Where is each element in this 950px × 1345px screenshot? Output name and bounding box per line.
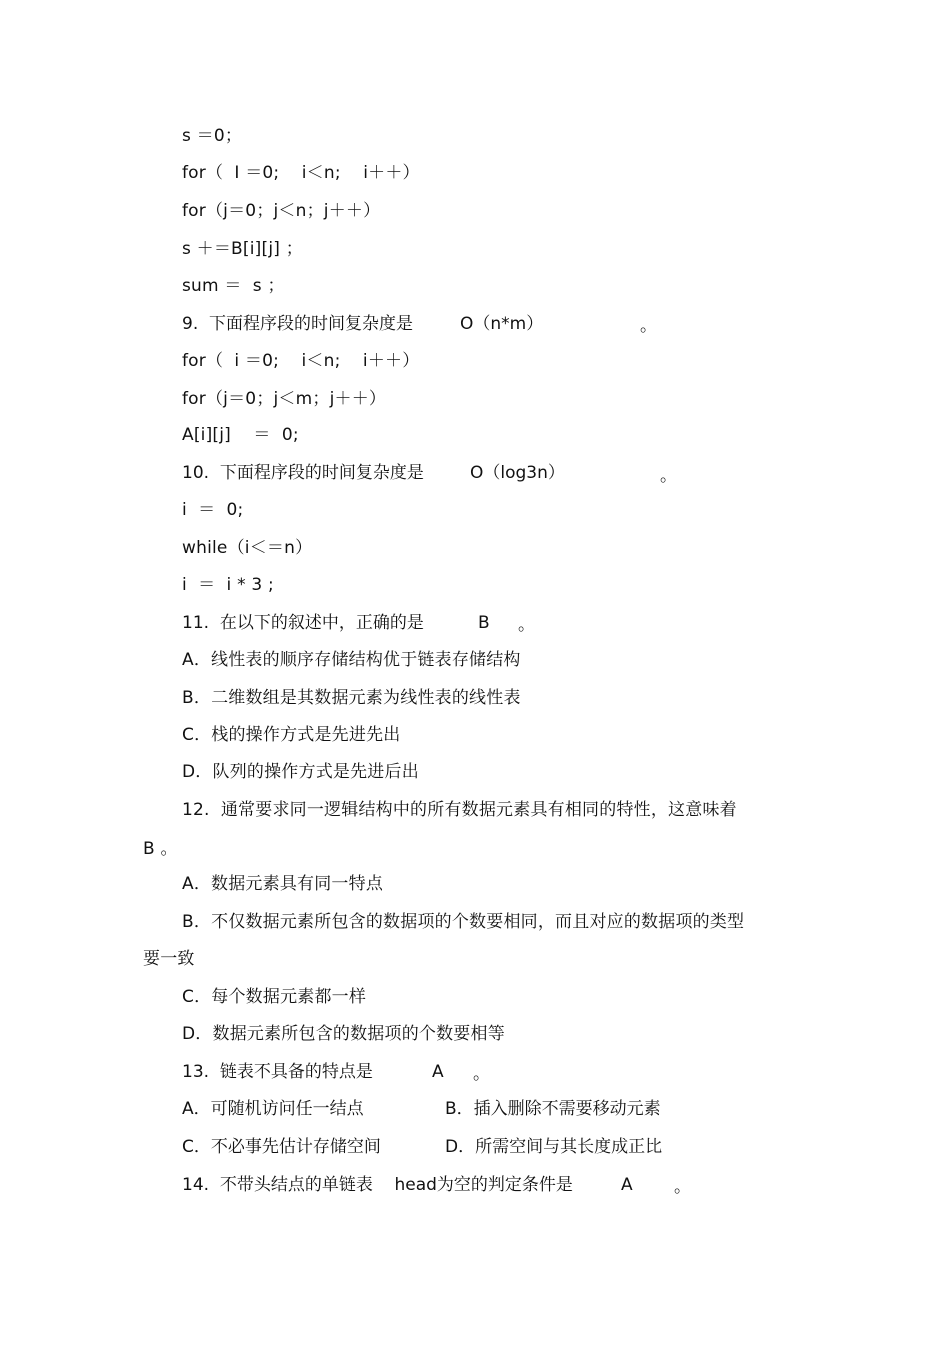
question-14-end: 。 [674,1177,691,1197]
option-d: D．所需空间与其长度成正比 [445,1137,663,1157]
question-13-text: 13. 链表不具备的特点是 [182,1062,373,1082]
question-14-answer: A [621,1175,633,1195]
question-10-text: 10. 下面程序段的时间复杂度是 [182,463,424,483]
question-11-text: 11. 在以下的叙述中，正确的是 [182,613,424,633]
code-line: for（j＝0；j＜m；j＋＋） [182,389,387,409]
code-line: s ＝0； [182,126,243,146]
option-d: D．队列的操作方式是先进后出 [182,762,419,782]
code-line: for（ I ＝0; i＜n; i＋＋） [182,163,420,183]
option-c: C．每个数据元素都一样 [182,987,367,1007]
code-line: i ＝ i * 3 ; [182,575,274,595]
question-13-answer: A [432,1062,444,1082]
option-b: B．二维数组是其数据元素为线性表的线性表 [182,688,521,708]
code-line: A[i][j] ＝ 0; [182,425,299,445]
question-14-text: 14. 不带头结点的单链表 head为空的判定条件是 [182,1175,573,1195]
option-d: D．数据元素所包含的数据项的个数要相等 [182,1024,505,1044]
code-line: for（j＝0；j＜n；j＋＋） [182,201,381,221]
code-line: s ＋＝B[i][j] ； [182,239,303,259]
question-12-answer: B 。 [143,839,178,859]
question-11-answer: B [478,613,490,633]
question-13-end: 。 [473,1064,490,1084]
option-a: A．数据元素具有同一特点 [182,874,384,894]
option-a: A．线性表的顺序存储结构优于链表存储结构 [182,650,521,670]
option-b: B．插入删除不需要移动元素 [445,1099,661,1119]
code-line: for（ i ＝0; i＜n; i＋＋） [182,351,420,371]
question-9-answer: O（n*m） [460,314,544,334]
option-a: A．可随机访问任一结点 [182,1099,364,1119]
question-9-text: 9. 下面程序段的时间复杂度是 [182,314,414,334]
question-11-end: 。 [518,615,535,635]
option-b-continued: 要一致 [143,949,195,969]
code-line: while（i＜＝n） [182,538,313,558]
option-b: B．不仅数据元素所包含的数据项的个数要相同，而且对应的数据项的类型 [182,912,745,932]
code-line: sum ＝ s ； [182,276,285,296]
question-10-answer: O（log3n） [470,463,565,483]
question-12-text: 12. 通常要求同一逻辑结构中的所有数据元素具有相同的特性，这意味着 [182,800,737,820]
question-10-end: 。 [660,466,677,486]
option-c: C．栈的操作方式是先进先出 [182,725,401,745]
code-line: i ＝ 0; [182,500,244,520]
option-c: C．不必事先估计存储空间 [182,1137,381,1157]
question-9-end: 。 [640,316,657,336]
